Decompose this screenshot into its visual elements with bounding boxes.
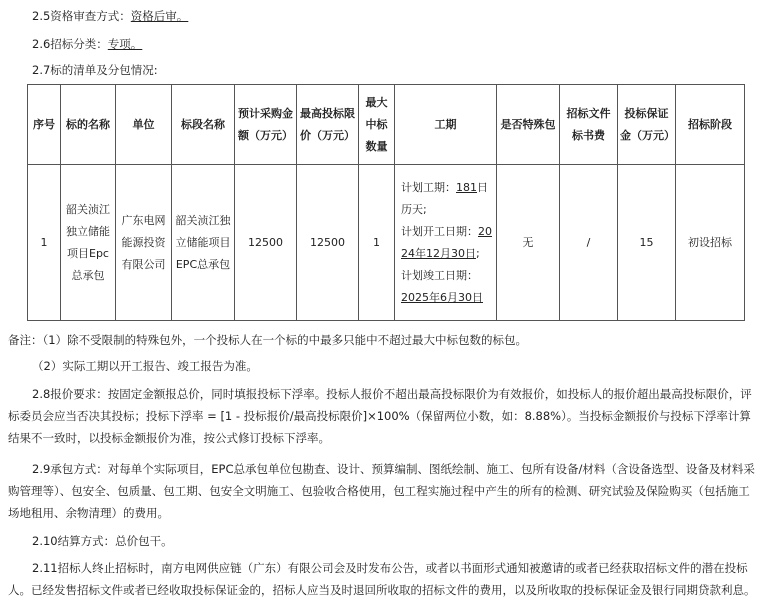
header-cell: 标段名称 bbox=[172, 85, 235, 165]
section-2-11: 2.11招标人终止招标时，南方电网供应链（广东）有限公司会及时发布公告，或者以书面形式通知被邀请的或者已经获取招标文件的潜在投标人。已经发售招标文件或者已经收取投标保证金的，招标人应当及时退回所收取的招标文件的费用，以及所收取的投标保证金及银行同期贷款利息。 bbox=[8, 561, 756, 597]
header-cell: 单位 bbox=[116, 85, 172, 165]
header-cell: 投标保证金（万元） bbox=[618, 85, 676, 165]
header-cell: 标的名称 bbox=[61, 85, 116, 165]
cell-budget: 12500 bbox=[235, 165, 297, 321]
header-cell: 招标文件标书费 bbox=[560, 85, 618, 165]
header-cell: 招标阶段 bbox=[676, 85, 745, 165]
cell-stage: 初设招标 bbox=[676, 165, 745, 321]
note-1: 备注：（1）除不受限制的特殊包外，一个投标人在一个标的中最多只能中不超过最大中标包数的标包。 bbox=[8, 333, 528, 347]
cell-deposit: 15 bbox=[618, 165, 676, 321]
cell-max-count: 1 bbox=[359, 165, 395, 321]
lot-table bbox=[27, 84, 745, 321]
cell-name: 韶关浈江独立储能项目Epc总承包 bbox=[61, 165, 116, 321]
header-cell: 预计采购金额（万元） bbox=[235, 85, 297, 165]
section-2-10: 2.10结算方式：总价包干。 bbox=[32, 534, 173, 548]
period-label: 计划工期： bbox=[401, 180, 456, 194]
cell-max-price: 12500 bbox=[297, 165, 359, 321]
section-2-5-label: 2.5资格审查方式： bbox=[32, 9, 131, 23]
period-value: 181 bbox=[456, 180, 477, 194]
cell-period bbox=[395, 165, 497, 321]
cell-special: 无 bbox=[497, 165, 560, 321]
start-value: 2024年12月30日 bbox=[401, 224, 492, 260]
note-2: （2）实际工期以开工报告、竣工报告为准。 bbox=[32, 359, 258, 373]
header-cell: 是否特殊包 bbox=[497, 85, 560, 165]
section-2-5-value: 资格后审。 bbox=[130, 9, 189, 23]
section-2-9: 2.9承包方式：对每单个实际项目，EPC总承包单位包勘查、设计、预算编制、图纸绘制、施工、包所有设备/材料（含设备选型、设备及材料采购管理等）、包安全、包质量、包工期、包安全文明施工、包验收合格使用，包工程实施过程中产生的所有的检测、研究试验及保险购买（包括施工场地租用、余物清理）的费用。 bbox=[8, 462, 755, 520]
header-cell: 最大中标数量 bbox=[359, 85, 395, 165]
finish-value: 2025年6月30日 bbox=[401, 290, 483, 304]
header-cell: 最高投标限价（万元） bbox=[297, 85, 359, 165]
cell-lot: 韶关浈江独立储能项目EPC总承包 bbox=[172, 165, 235, 321]
cell-no: 1 bbox=[28, 165, 61, 321]
section-2-6 bbox=[32, 36, 142, 52]
section-2-5 bbox=[32, 8, 188, 24]
section-2-8: 2.8报价要求：按固定金额报总价，同时填报投标下浮率。投标人报价不超出最高投标限价为有效报价，如投标人的报价超出最高投标限价，评标委员会应当否决其投标；投标下浮率 = [1 - 投标报价/最高投标限价]×100%（保留两位小数，如：8.88%）。当投标金额报价与投标下浮率计算结果不一致时，以投标金额报价为准，按公式修订投标下浮率。 bbox=[8, 387, 752, 445]
cell-fee: / bbox=[560, 165, 618, 321]
start-label: 计划开工日期： bbox=[401, 224, 478, 238]
section-2-6-label: 2.6招标分类： bbox=[32, 37, 108, 51]
start-end: ; bbox=[476, 246, 480, 260]
finish-label: 计划竣工日期： bbox=[401, 268, 478, 282]
cell-unit: 广东电网能源投资有限公司 bbox=[116, 165, 172, 321]
period-unit: 日历天; bbox=[401, 180, 488, 216]
section-2-7-title: 2.7标的清单及分包情况: bbox=[32, 63, 158, 77]
table-row bbox=[28, 165, 745, 321]
header-cell: 工期 bbox=[395, 85, 497, 165]
header-cell: 序号 bbox=[28, 85, 61, 165]
section-2-6-value: 专项。 bbox=[107, 37, 143, 51]
table-header-row bbox=[28, 85, 745, 165]
